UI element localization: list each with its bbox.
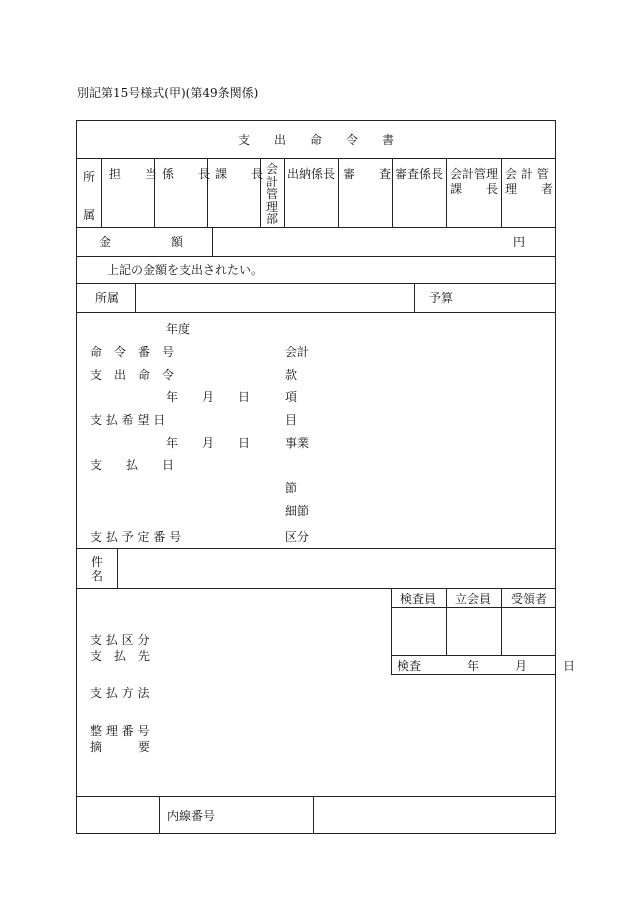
nendo-label: 年度 (166, 322, 191, 336)
desired-payment-date-label: 支 払 希 望 日 (90, 413, 166, 427)
divider (77, 283, 555, 284)
kaikei-kanri-kacho-label-2: 課 長 (450, 182, 499, 196)
divider (391, 655, 555, 656)
kaikei-label: 会計 (285, 345, 310, 359)
divider (77, 256, 555, 257)
summary-label: 摘 要 (90, 740, 151, 754)
statement-text: 上記の金額を支出されたい。 (107, 263, 264, 277)
divider (391, 588, 392, 674)
payment-order-label: 支 出 命 令 (90, 368, 175, 382)
budget-label: 予算 (429, 291, 454, 305)
kacho-label: 課 長 (215, 167, 264, 181)
divider (446, 588, 447, 655)
divider (77, 796, 555, 797)
payment-category-label: 支 払 区 分 (90, 633, 150, 647)
inspection-date: 年 月 日 (467, 659, 576, 673)
extension-number-label: 内線番号 (167, 809, 216, 823)
divider (117, 548, 118, 588)
divider (414, 283, 415, 312)
divider (77, 227, 555, 228)
divider (501, 588, 502, 655)
kaikei-kanrisha-label-1: 会 計 管 (505, 167, 549, 181)
saisetsu-label: 細節 (285, 504, 310, 518)
divider (391, 607, 555, 608)
setsu-label: 節 (285, 481, 298, 495)
inspector-label: 検査員 (400, 592, 437, 606)
kaikei-kanribu-label: 会計管理部 (266, 162, 279, 226)
kaikei-kanrisha-label-2: 理 者 (505, 182, 554, 196)
payment-method-label: 支 払 方 法 (90, 686, 150, 700)
divider (313, 796, 314, 833)
kan-label: 款 (285, 368, 298, 382)
divider (77, 588, 555, 589)
divider (77, 548, 555, 549)
shinsa-label: 審 査 (343, 167, 392, 181)
payee-label: 支 払 先 (90, 649, 151, 663)
dept-label-top: 所 (83, 170, 96, 184)
subject-label-2: 名 (91, 569, 104, 583)
divider (391, 674, 555, 675)
divider (392, 158, 393, 227)
kaikei-kanri-kacho-label-1: 会計管理 (450, 167, 499, 181)
shinsa-kakaricho-label: 審査係長 (395, 167, 444, 181)
divider (501, 158, 502, 227)
scheduled-payment-number-label: 支 払 予 定 番 号 (90, 530, 182, 544)
suito-kakaricho-label: 出納係長 (287, 167, 336, 181)
amount-unit: 円 (513, 235, 526, 249)
divider (212, 227, 213, 256)
witness-label: 立会員 (455, 592, 492, 606)
amount-label: 金 額 (99, 235, 184, 249)
date-line-2: 年 月 日 (166, 436, 251, 450)
tanto-label: 担 当 (109, 167, 158, 181)
form-header: 別記第15号様式(甲)(第49条関係) (77, 86, 259, 100)
order-number-label: 命 令 番 号 (90, 345, 175, 359)
subject-label-1: 件 (91, 555, 104, 569)
date-line-1: 年 月 日 (166, 390, 251, 404)
moku-label: 目 (285, 413, 298, 427)
recipient-label: 受領者 (511, 592, 548, 606)
kakaricho-label: 係 長 (162, 167, 211, 181)
jigyo-label: 事業 (285, 436, 310, 450)
payment-order-form (76, 120, 576, 834)
divider (446, 158, 447, 227)
dept-label-bottom: 属 (83, 208, 96, 222)
reference-number-label: 整 理 番 号 (90, 724, 150, 738)
payment-date-label: 支 払 日 (90, 458, 175, 472)
divider (338, 158, 339, 227)
divider (135, 283, 136, 312)
divider (77, 312, 555, 313)
ko-label: 項 (285, 390, 298, 404)
divider (101, 158, 102, 227)
dept-label: 所属 (95, 291, 120, 305)
kubun-label: 区分 (285, 530, 310, 544)
divider (77, 158, 555, 159)
form-title: 支 出 命 令 書 (237, 133, 394, 147)
inspection-label: 検査 (397, 659, 422, 673)
divider (159, 796, 160, 833)
divider (284, 158, 285, 227)
